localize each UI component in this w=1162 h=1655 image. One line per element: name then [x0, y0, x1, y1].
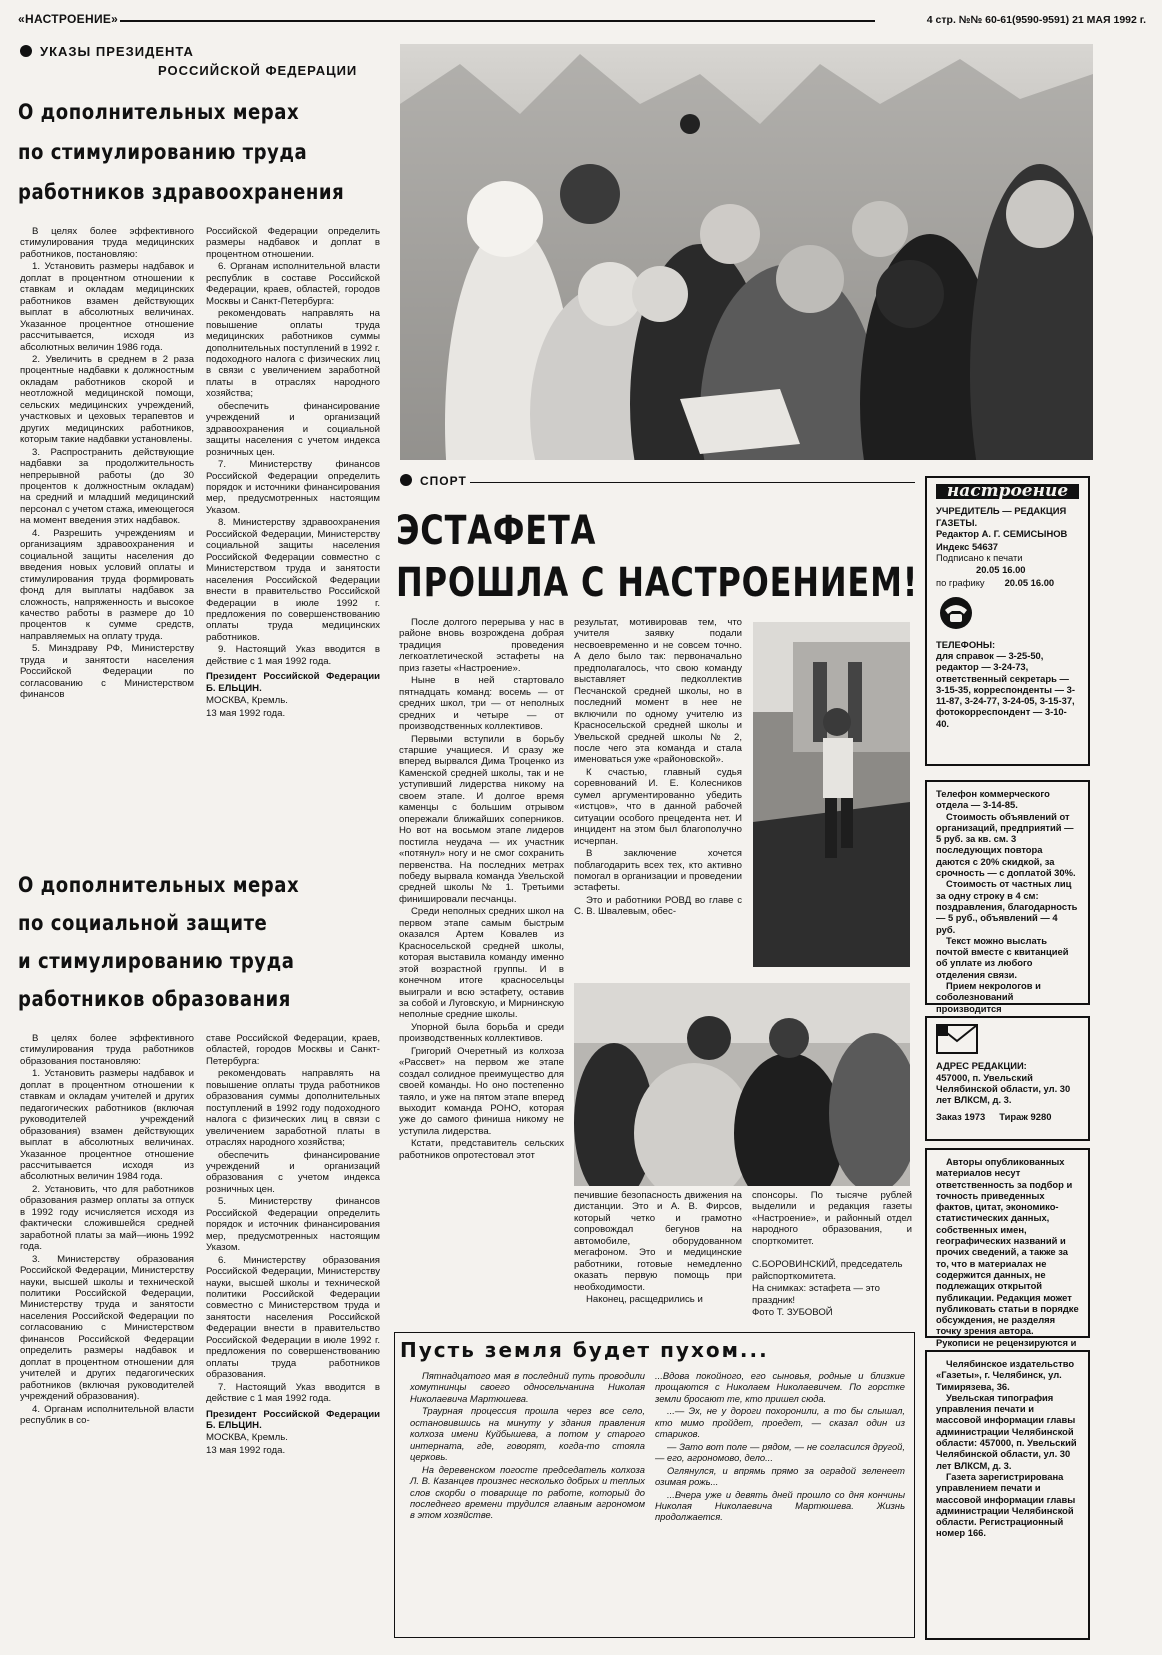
ads-info-box: Телефон коммерческого отдела — 3-14-85. Стоимость объявлений от организаций, предприятий — 5 руб. за кв. см. 3 последующих повтора даются с 20% скидкой, за срочность — с доплатой 30%. Стоимость от частных лиц за одну строку в 4 см: поздравления, благодарность — 5 руб., объявлений — 4 руб. Текст можно выслать почтой вместе с квитанцией об уплате из любого отделения связи. Прием некрологов и соболезнований производится — [925, 780, 1090, 1005]
newspaper-name: «НАСТРОЕНИЕ» — [18, 12, 119, 26]
sport-column-1: После долгого перерыва у нас в районе вновь возрождена добрая традиция проведения легкоатлетической эстафеты на приз газеты «Настроение». Ныне в ней стартовало пятнадцать команд: восемь — от средних школ, три — от неполных средних и четыре — от производственных коллективов. Первыми вступили в борьбу старшие учащиеся. И сразу же вперед вырвался Дима Троценко из Каменской средней школы, так и не уступивший лидерства никому на своем этапе. И долгое время каменцы с большим отрывом опережали ближайших соперников. Но вот на восьмом этапе лидеров постигла неудача — их участник «потянул» ногу и не смог сохранить первенства. На последних метрах победу вырвала команда Увельской средней школы № 1. Третьими финишировали песчанцы. Среди неполных средних школ на первом этапе самым быстрым оказался Артем Ковалев из Красносельской средней школы, которая выставила команду именно этой возрастной группы. И в конечном итоге красносельцы выиграли и всю эстафету, оставив за собой и Луговскую, и Мирнинскую неполные средние школы. Упорной была борьба и среди производственных коллективов. Григорий Очеретный из колхоза «Рассвет» на первом же этапе создал солидное преимущество для своей команды. Но оно постепенно таяло, и уже на пятом этапе вперед выходит команда РОНО, которая уже до самого финиша никому не уступила лидерства. Кстати, представитель сельских работников опротестовал этот — [399, 617, 564, 1161]
sport-rubric-rule — [470, 482, 915, 483]
obituary-title: Пусть земля будет пухом... — [400, 1338, 769, 1362]
masthead-info-box: настроение УЧРЕДИТЕЛЬ — РЕДАКЦИЯ ГАЗЕТЫ. Редактор А. Г. СЕМИСЫНОВ Индекс 54637 Подписано к печати 20.05 16.00 по графику 20.05 16.00 ТЕЛЕФОНЫ: для справок — 3-25-50, редактор — 3-24-73, ответственный секретарь — 3-15-35, корреспонденты — 3-11-87, 3-24-77, 3-24-05, 3-15-37, фотокорреспондент — 3-10-40. — [925, 476, 1090, 766]
newspaper-logo: настроение — [936, 484, 1079, 499]
article1-column-1: В целях более эффективного стимулирования труда медицинских работников, постановляю: 1. Установить размеры надбавок и доплат в процентном отношении к ставкам и окладам медицинских работников взамен действующих выплат в абсолютных величинах. Указанное процентное отношение рассчитывается, исходя из абсолютных величин 1986 года. 2. Увеличить в среднем в 2 раза процентные надбавки к должностным окладам работников скорой и неотложной медицинской помощи, сельских медицинских учреждений, участковых и цеховых терапевтов и других медицинских работников, которым такие надбавки установлены. 3. Распространить действующие надбавки за продолжительность непрерывной работы (до 30 процентов к должностным окладам) на средний и младший медицинский персонал с учетом стажа, имеющегося на момент введения этих надбавок. 4. Разрешить учреждениям и организациям здравоохранения и социальной защиты населения до введения новых условий оплаты и стимулирования труда формировать фонд для выплаты надбавок за сложность, напряженность и высокое качество работы в размере до 10 процентов к сумме средств, направляемых на оплату труда. 5. Минздраву РФ, Министерству труда и занятости населения Российской Федерации по согласованию с Министерством финансов — [20, 226, 194, 701]
obituary-column-2: ...Вдова покойного, его сыновья, родные и близкие прощаются с Николаем Николаевичем. По горстке земли бросают те, кто пришел сюда. ...— Эх, не у дороги похоронили, а то бы слышал, кто мимо пройдет, проедет, — сказал один из стариков. — Зато вот поле — рядом, — не согласился другой, — его, агрономово, дело... Оглянулся, и впрямь прямо за оградой зеленеет озимая рожь... ...Вчера уже и девять дней прошло со дня кончины Николая Николаевича Мартюшева. Жизнь продолжается. — [655, 1370, 905, 1523]
article2-signature: Президент Российской Федерации Б. ЕЛЬЦИН. — [206, 1408, 380, 1431]
article2-column-1: В целях более эффективного стимулирования труда работников образования постановляю: 1. Установить размеры надбавок и доплат в процентном отношении к ставкам и окладам учителей и других педагогических работников (включая руководителей учреждений образования) взамен действующих выплат в абсолютных величинах. Указанное процентное отношение рассчитывается исходя из абсолютных величин 1984 года. 2. Установить, что для работников образования размер оплаты за отпуск в 1992 году исчисляется исходя из фактически сложившейся средней заработной платы за май—июнь 1992 года. 3. Министерству образования Российской Федерации, Министерству науки, высшей школы и технической политики Российской Федерации, Министерству труда и занятости населения Российской Федерации по согласованию с Министерством финансов Российской Федерации определить размеры надбавок и доплат в процентном отношении для учителей и других педагогических работников (включая руководителей учреждений образования). 4. Органам исполнительной власти республик в со- — [20, 1033, 194, 1426]
article1-title: О дополнительных мерах по стимулированию труда работников здравоохранения — [18, 100, 345, 204]
article1-signature: Президент Российской Федерации Б. ЕЛЬЦИН. — [206, 671, 380, 694]
rubric-sport: СПОРТ — [400, 472, 467, 491]
authors-disclaimer-box: Авторы опубликованных материалов несут ответственность за подбор и точность приведенных фактов, цитат, экономико-статистических данных, собственных имен, географических названий и прочих сведений, а также за то, что в материалах не содержится данных, не подлежащих открытой публикации. Редакция может публиковать статьи в порядке обсуждения, не разделяя точку зрения автора. Рукописи не рецензируются и — [925, 1148, 1090, 1338]
rubric-ukazy: УКАЗЫ ПРЕЗИДЕНТА — [20, 42, 194, 61]
sport-photo-credit: Фото Т. ЗУБОВОЙ — [752, 1307, 833, 1319]
telephone-icon — [936, 596, 976, 630]
envelope-icon — [936, 1024, 978, 1054]
rubric-ukazy-line2: РОССИЙСКОЙ ФЕДЕРАЦИИ — [158, 63, 358, 78]
sport-title-line2: ПРОШЛА С НАСТРОЕНИЕМ! — [396, 560, 919, 606]
team-group-photo — [400, 44, 1093, 460]
award-ceremony-photo — [574, 983, 910, 1186]
article2-column-2: ставе Российской Федерации, краев, областей, городов Москвы и Санкт-Петербурга: рекомендовать направлять на повышение оплаты труда работников образования суммы дополнительных поступлений в 1992 году подоходного налога с физических лиц в связи с увеличением заработной платы в отраслях народного хозяйства; обеспечить финансирование учреждений и организаций образования с учетом индекса розничных цен. 5. Министерству финансов Российской Федерации определить порядок и источник финансирования мер, предусмотренных настоящим Указом. 6. Министерству образования Российской Федерации, Министерству науки, высшей школы и технической политики Российской Федерации совместно с Министерством труда и занятости населения Российской Федерации внести в правительство Российской Федерации в июле 1992 г. предложения по совершенствованию оплаты труда работников образования. 7. Настоящий Указ вводится в действие с 1 мая 1992 года. Президент Российской Федерации Б. ЕЛЬЦИН. МОСКВА, Кремль. 13 мая 1992 года. — [206, 1033, 380, 1456]
runner-photo — [753, 622, 910, 967]
obituary-column-1: Пятнадцатого мая в последний путь проводили хомутнинцы своего односельчанина Николая Николаевича Мартюшева. Траурная процессия прошла через все село, остановившись на минуту у здания правления колхоза имени Куйбышева, а потом у старого интерната, где, говорят, когда-то стояла церковь. На деревенском погосте председатель колхоза Л. В. Казанцев произнес несколько добрых и теплых слов скорби о товарище по работе, который до последнего времени трудился главным агрономом в этом хозяйстве. — [410, 1370, 645, 1521]
sport-caption: На снимках: эстафета — это праздник! — [752, 1283, 880, 1306]
sport-column-2b: печившие безопасность движения на дистанции. Это и А. В. Фирсов, который четко и грамотно сопровождал бегунов на автомобиле, оборудованном мегафоном. Это и медицинские работники, готовые немедленно оказать первую помощь при необходимости. Наконец, расщедрились и — [574, 1190, 742, 1306]
address-box: АДРЕС РЕДАКЦИИ: 457000, п. Увельский Челябинской области, ул. 30 лет ВЛКСМ, д. 3. Заказ 1973 Тираж 9280 — [925, 1016, 1090, 1141]
article2-title: О дополнительных мерах по социальной защите и стимулированию труда работников образования — [18, 873, 300, 1011]
sport-byline: С.БОРОВИНСКИЙ, председатель райспорткомитета. — [752, 1259, 903, 1282]
publisher-box: Челябинское издательство «Газеты», г. Челябинск, ул. Тимирязева, 36. Увельская типография управления печати и массовой информации главы администрации Челябинской области: 457000, п. Увельский Челябинской области, ул. 30 лет ВЛКСМ, д. 3. Газета зарегистрирована управлением печати и массовой информации главы администрации Челябинской области. Регистрационный номер 166. — [925, 1350, 1090, 1640]
sport-title-line1: ЭСТАФЕТА — [396, 508, 597, 554]
article1-column-2: Российской Федерации определить размеры надбавок и доплат в процентном отношении. 6. Органам исполнительной власти республик в составе Российской Федерации, краев, областей, городов Москвы и Санкт-Петербурга: рекомендовать направлять на повышение оплаты труда медицинских работников суммы дополнительных поступлений в 1992 г. подоходного налога с физических лиц в связи с увеличением заработной платы в отраслях народного хозяйства; обеспечить финансирование учреждений и организаций здравоохранения и социальной защиты населения с учетом индекса розничных цен. 7. Министерству финансов Российской Федерации определить порядок и источники финансирования мер, предусмотренных настоящим Указом. 8. Министерству здравоохранения Российской Федерации, Министерству социальной защиты населения Российской Федерации совместно с Министерством труда и занятости населения Российской Федерации внести в правительство Российской Федерации в июле 1992 г. предложения по совершенствованию оплаты труда медицинских работников. 9. Настоящий Указ вводится в действие с 1 мая 1992 года. Президент Российской Федерации Б. ЕЛЬЦИН. МОСКВА, Кремль. 13 мая 1992 года. — [206, 226, 380, 719]
masthead-rule — [120, 20, 875, 22]
sport-column-2: результат, мотивировав тем, что учителя заявку подали несвоевременно и не совсем точно. А дело было так: первоначально предполагалось, что свою команду выставляет педколлектив Песчанской средней школы, но в последний момент в нее не включили по одному учителю из Красносельской средней школы и Увельской средней школы № 2, после чего эта команда и стала именоваться уже «районовской». К счастью, главный судья соревнований И. Е. Колесников сумел аргументированно убедить «истцов», что в данной рабочей ситуации особого прецедента нет. И инцидент на этом был благополучно исчерпан. В заключение хочется поблагодарить всех тех, кто активно помогал в организации и проведении эстафеты. Это и работники РОВД во главе с С. В. Швалевым, обес- — [574, 617, 742, 918]
sport-column-3b: спонсоры. По тысяче рублей выделили и редакция газеты «Настроение», и районный отдел народного образования, и спорткомитет. С.БОРОВИНСКИЙ, председатель райспорткомитета. На снимках: эстафета — это праздник! Фото Т. ЗУБОВОЙ — [752, 1190, 912, 1319]
issue-line: 4 стр. №№ 60-61(9590-9591) 21 МАЯ 1992 г. — [926, 14, 1146, 26]
